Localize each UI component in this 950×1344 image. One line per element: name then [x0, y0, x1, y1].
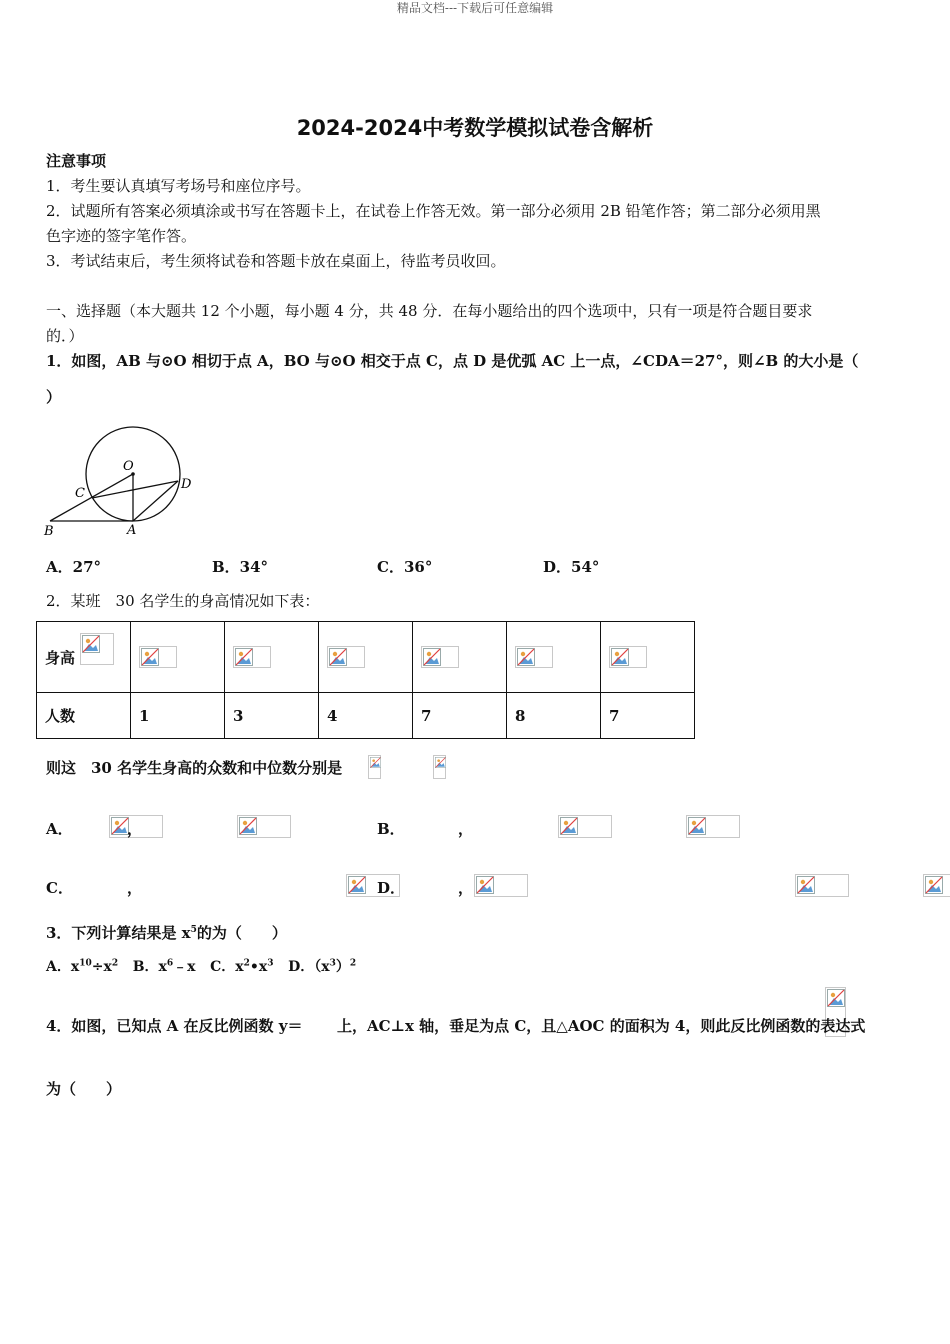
- q1-option-a: A．27°: [46, 558, 102, 576]
- count-cell: 8: [507, 693, 601, 739]
- q1-option-c: C．36°: [377, 558, 433, 576]
- q4-text-b: 上，AC⊥x 轴，垂足为点 C，且△AOC 的面积为 4，则此反比例函数的表达式: [337, 1017, 866, 1035]
- q2-option-d: D．: [377, 879, 406, 897]
- notice-item-1: 1．考生要认真填写考场号和座位序号。: [46, 177, 311, 195]
- q2-option-a: A．: [46, 820, 73, 838]
- q1-option-b: B．34°: [212, 558, 269, 576]
- q1-text: 1．如图，AB 与⊙O 相切于点 A，BO 与⊙O 相交于点 C，点 D 是优弧 AC 上一点，∠CDA＝27°，则∠B 的大小是（: [46, 352, 859, 370]
- q3-option-d: D．$(x^3)^2$: [288, 958, 357, 975]
- comma: ，: [127, 879, 143, 897]
- table-cell: [413, 622, 507, 693]
- label-o: O: [123, 459, 134, 474]
- q3-exponent: 5: [190, 925, 197, 935]
- table-row-height: [37, 622, 695, 693]
- broken-image-icon: [421, 646, 459, 668]
- notice-item-2a: 2．试题所有答案必须填涂或书写在答题卡上，在试卷上作答无效。第一部分必须用 2B 铅笔作答；第二部分必须用黑: [46, 202, 821, 220]
- count-cell: 4: [319, 693, 413, 739]
- broken-image-icon: [515, 646, 553, 668]
- label-d: D: [181, 477, 192, 492]
- count-label: 人数: [37, 693, 131, 739]
- q2-question: 则这 30 名学生身高的众数和中位数分别是: [46, 759, 343, 777]
- q2-option-b: B．: [377, 820, 405, 838]
- broken-image-icon: [237, 815, 291, 838]
- q3-options: [46, 956, 356, 978]
- line-bo: [50, 474, 133, 521]
- table-row-count: [37, 693, 695, 739]
- q3-text: [46, 922, 287, 944]
- broken-image-icon: [327, 646, 365, 668]
- q1-option-d: D．54°: [543, 558, 600, 576]
- broken-image-icon: [795, 874, 849, 897]
- broken-image-icon: [139, 646, 177, 668]
- broken-image-icon: [474, 874, 528, 897]
- table-cell: [601, 622, 695, 693]
- q2-text: 2．某班 30 名学生的身高情况如下表：: [46, 592, 320, 610]
- table-cell: [131, 622, 225, 693]
- section-heading-line2: 的．）: [46, 327, 84, 345]
- q3-option-b: B．$x^6﹣x$: [132, 958, 196, 975]
- q1-close: ）: [46, 388, 62, 406]
- q3-text-end: 的为（ ）: [196, 924, 287, 942]
- q3-text-start: 3．下列计算结果是 x: [46, 924, 191, 942]
- broken-image-icon: [233, 646, 271, 668]
- q4-text-a: 4．如图，已知点 A 在反比例函数 y＝: [46, 1017, 303, 1035]
- q1-circle-figure: [40, 420, 210, 545]
- section-heading-line1: 一、选择题（本大题共 12 个小题，每小题 4 分，共 48 分．在每小题给出的四个选项中，只有一项是符合题目要求: [46, 302, 813, 320]
- comma: ，: [458, 879, 474, 897]
- broken-image-icon: [558, 815, 612, 838]
- table-cell: [37, 622, 131, 693]
- comma: ，: [127, 820, 143, 838]
- broken-image-icon: [923, 874, 950, 897]
- broken-image-icon: [686, 815, 740, 838]
- comma: ，: [458, 820, 474, 838]
- height-label: 身高: [45, 648, 76, 667]
- notice-item-2b: 色字迹的签字笔作答。: [46, 227, 197, 245]
- count-cell: 3: [225, 693, 319, 739]
- label-c: C: [75, 486, 85, 501]
- broken-image-icon: [433, 755, 446, 779]
- broken-image-icon: [80, 633, 114, 665]
- notice-heading: 注意事项: [46, 152, 107, 170]
- table-cell: [225, 622, 319, 693]
- height-table: [36, 621, 695, 739]
- page-title: 2024-2024中考数学模拟试卷含解析: [296, 116, 654, 140]
- q3-option-c: C．$x^2•x^3$: [210, 958, 274, 975]
- notice-item-3: 3．考试结束后，考生须将试卷和答题卡放在桌面上，待监考员收回。: [46, 252, 506, 270]
- count-cell: 1: [131, 693, 225, 739]
- table-cell: [319, 622, 413, 693]
- label-b: B: [44, 524, 54, 539]
- q4-text-c: 为（ ）: [46, 1080, 122, 1098]
- count-cell: 7: [601, 693, 695, 739]
- count-cell: 7: [413, 693, 507, 739]
- q3-option-a: A．$x^{10}\div x^2$: [46, 958, 119, 975]
- q2-option-c: C．: [46, 879, 73, 897]
- page-header: 精品文档---下载后可任意编辑: [396, 1, 554, 15]
- broken-image-icon: [609, 646, 647, 668]
- table-cell: [507, 622, 601, 693]
- label-a: A: [127, 523, 137, 538]
- broken-image-icon: [368, 755, 381, 779]
